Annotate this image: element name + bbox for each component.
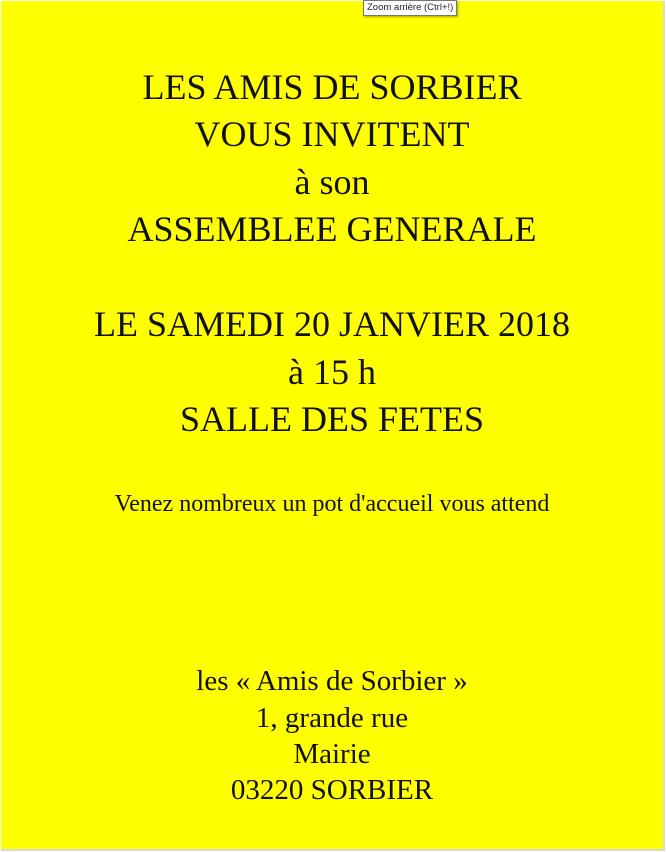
address-name: les « Amis de Sorbier » (196, 665, 468, 697)
event-time: à 15 h (288, 352, 376, 392)
title-line-4: ASSEMBLEE GENERALE (127, 209, 537, 249)
title-line-1: LES AMIS DE SORBIER (142, 67, 522, 107)
invitation-page (1, 1, 665, 851)
title-line-2: VOUS INVITENT (194, 114, 470, 154)
address-city: 03220 SORBIER (230, 774, 434, 806)
address-street: 1, grande rue (255, 702, 409, 734)
title-line-3: à son (294, 162, 370, 202)
welcome-message: Venez nombreux un pot d'accueil vous attend (114, 491, 550, 517)
event-date: LE SAMEDI 20 JANVIER 2018 (94, 304, 570, 344)
zoom-out-tooltip: Zoom arrière (Ctrl+!) (363, 0, 457, 16)
event-place: SALLE DES FETES (179, 399, 484, 439)
address-building: Mairie (293, 738, 371, 770)
